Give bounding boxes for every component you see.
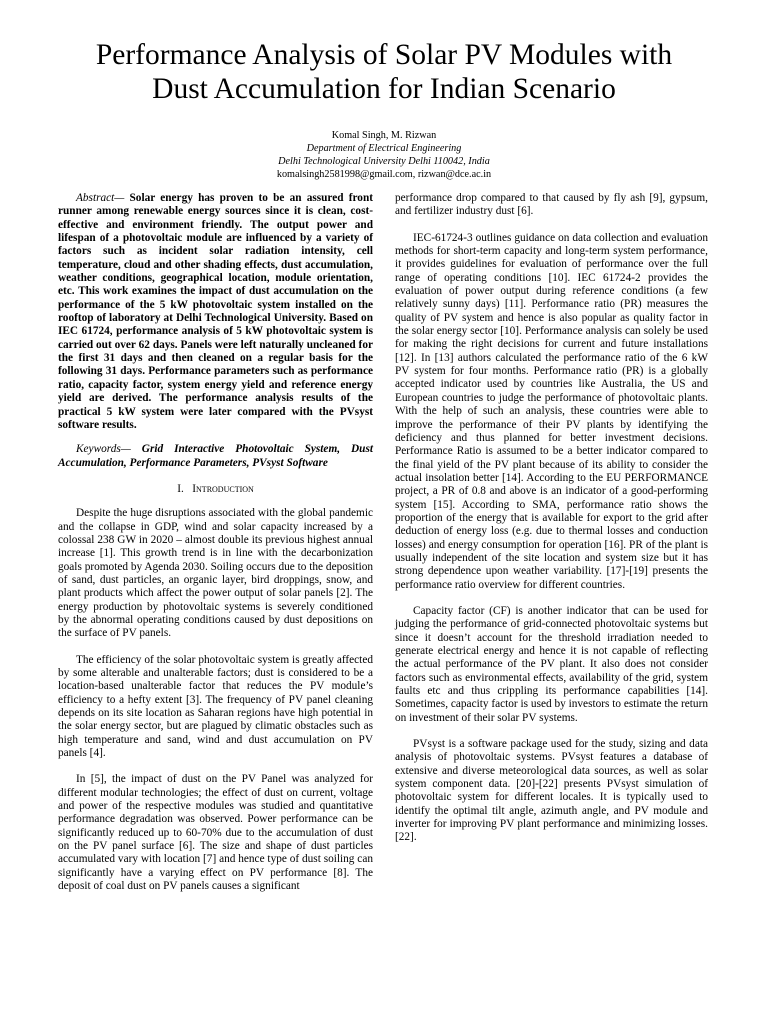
- section-heading-introduction: [58, 483, 373, 496]
- paragraph: PVsyst is a software package used for the study, sizing and data analysis of photovoltaic systems. PVsyst features a database of extensive and diverse meteorological data sources, as well as solar system component data. [20]-[22] presents PVsyst simulation of photovoltaic system for different locales. It is typically used to identify the optimal tilt angle, azimuth angle, and PV module and inverter for improving PV plant performance and minimizing losses. [22].: [395, 738, 708, 844]
- right-column: [395, 192, 708, 845]
- section-title: Introduction: [192, 482, 254, 495]
- keywords-text: Grid Interactive Photovoltaic System, Dust Accumulation, Performance Parameters, PVsyst Software: [58, 443, 373, 469]
- paragraph: Capacity factor (CF) is another indicator that can be used for judging the performance of grid-connected photovoltaic systems but since it doesn’t account for the threshold irradiation needed to generate electrical energy and hence it is not capable of reflecting the actual performance of the PV plant. It also does not consider factors such as environmental effects, availability of the grid, system faults etc and thus crippling its performance capabilities [14]. Sometimes, capacity factor is used by investors to estimate the return on investment of their solar PV systems.: [395, 604, 708, 724]
- keywords-label: Keywords—: [76, 443, 131, 456]
- author-emails: komalsingh2581998@gmail.com, rizwan@dce.ac.in: [276, 169, 492, 180]
- paper-title: [40, 38, 728, 106]
- paragraph: performance drop compared to that caused by fly ash [9], gypsum, and fertilizer industry dust [6].: [395, 192, 708, 218]
- author-block: [0, 129, 768, 181]
- title-line-1: Performance Analysis of Solar PV Modules with: [95, 39, 673, 71]
- author-department: Department of Electrical Engineering: [306, 143, 462, 154]
- abstract-label: Abstract—: [76, 192, 125, 204]
- abstract-text: Solar energy has proven to be an assured front runner among renewable energy sources since it is clean, cost-effective and environment friendly. The output power and lifespan of a photovoltaic module are influenced by a variety of factors such as incident solar radiation intensity, cell temperature, cloud and other shading effects, dust accumulation, weather conditions, geographical location, module orientation, etc. This work examines the impact of dust accumulation on the performance of the 5 kW photovoltaic system installed on the rooftop of laboratory at Delhi Technological University. Based on IEC 61724, performance analysis of 5 kW photovoltaic system is carried out over 62 days. Panels were left naturally uncleaned for the first 31 days and then cleaned on a regular basis for the following 31 days. Performance parameters such as performance ratio, capacity factor, system energy yield and reference energy yield are derived. The performance analysis results of the practical 5 kW system were later compared with the PVsyst software results.: [58, 192, 373, 431]
- author-affiliation: Delhi Technological University Delhi 110042, India: [278, 156, 490, 167]
- left-column: [58, 192, 373, 894]
- paragraph: The efficiency of the solar photovoltaic system is greatly affected by some alterable and unalterable factors; dust is considered to be a location-based unalterable factor that reduces the PV module’s efficiency to a hefty extent [3]. The frequency of PV panel cleaning depends on its site location as Saharan regions have high potential in the solar energy sector, but are plagued by climatic obstacles such as high temperature and sand, wind and dust accumulation on PV panels [4].: [58, 653, 373, 760]
- keywords: [58, 443, 373, 470]
- title-line-2: Dust Accumulation for Indian Scenario: [152, 73, 616, 105]
- author-names: Komal Singh, M. Rizwan: [331, 130, 437, 141]
- paragraph: In [5], the impact of dust on the PV Panel was analyzed for different modular technologies; the effect of dust on current, voltage and power of the respective modules was studied and quantitative performance degradation was observed. Power performance can be significantly reduced up to 60-70% due to the accumulation of dust on the PV panel surface [6]. The size and shape of dust particles accumulated vary with location [7] and hence type of dust soiling can significantly have a varying effect on PV performance [8]. The deposit of coal dust on PV panels causes a significant: [58, 773, 373, 893]
- abstract: [58, 192, 373, 432]
- section-number: I.: [177, 482, 184, 495]
- paragraph: Despite the huge disruptions associated with the global pandemic and the collapse in GDP, wind and solar capacity increased by a colossal 238 GW in 2020 – almost double its previous highest annual increase [1]. This growth trend is in line with the decarbonization goals promoted by Agenda 2030. Soiling occurs due to the deposition of sand, dust particles, an organic layer, bird droppings, snow, and plant products which affect the power output of solar panels [2]. The energy production by photovoltaic systems is severely conditioned by the abnormal operating conditions caused by dust depositions on the surface of PV panels.: [58, 507, 373, 640]
- paragraph: IEC-61724-3 outlines guidance on data collection and evaluation methods for short-term capacity and long-term system performance, it provides guidelines for evaluation of performance over the full range of operating conditions [10]. IEC 61724-2 provides the evaluation of power output during reference conditions (a few relatively sunny days) [11]. Performance ratio (PR) measures the quality of PV system and hence is also popular as quality factor in the solar energy sector [10]. Performance analysis can solely be used for making the right decisions for current and future installations [12]. In [13] authors calculated the performance ratio of the 6 kW PV system for four months. Performance ratio (PR) is a globally accepted indicator used by countries like Australia, the US and European countries to judge the performance of photovoltaic plants. With the help of such an analysis, these countries were able to improve the performance of their PV plants by identifying the deficiency and thus planned for better investment decisions. Performance Ratio is assumed to be a better indicator compared to the final yield of the PV plant because of its ability to consider the actual insolation better [14]. According to the EU PERFORMANCE project, a PR of 0.8 and above is an indicator of a good-performing system [15]. According to SMA, performance ratio shows the proportion of the energy that is available for export to the grid after deduction of energy loss (e.g. due to thermal losses and conduction losses) and energy consumption for operation [16]. PR of the plant is usually independent of the site location and system size but it has strong dependence upon weather variability. [17]-[19] presents the performance ratio overview for different countries.: [395, 231, 708, 591]
